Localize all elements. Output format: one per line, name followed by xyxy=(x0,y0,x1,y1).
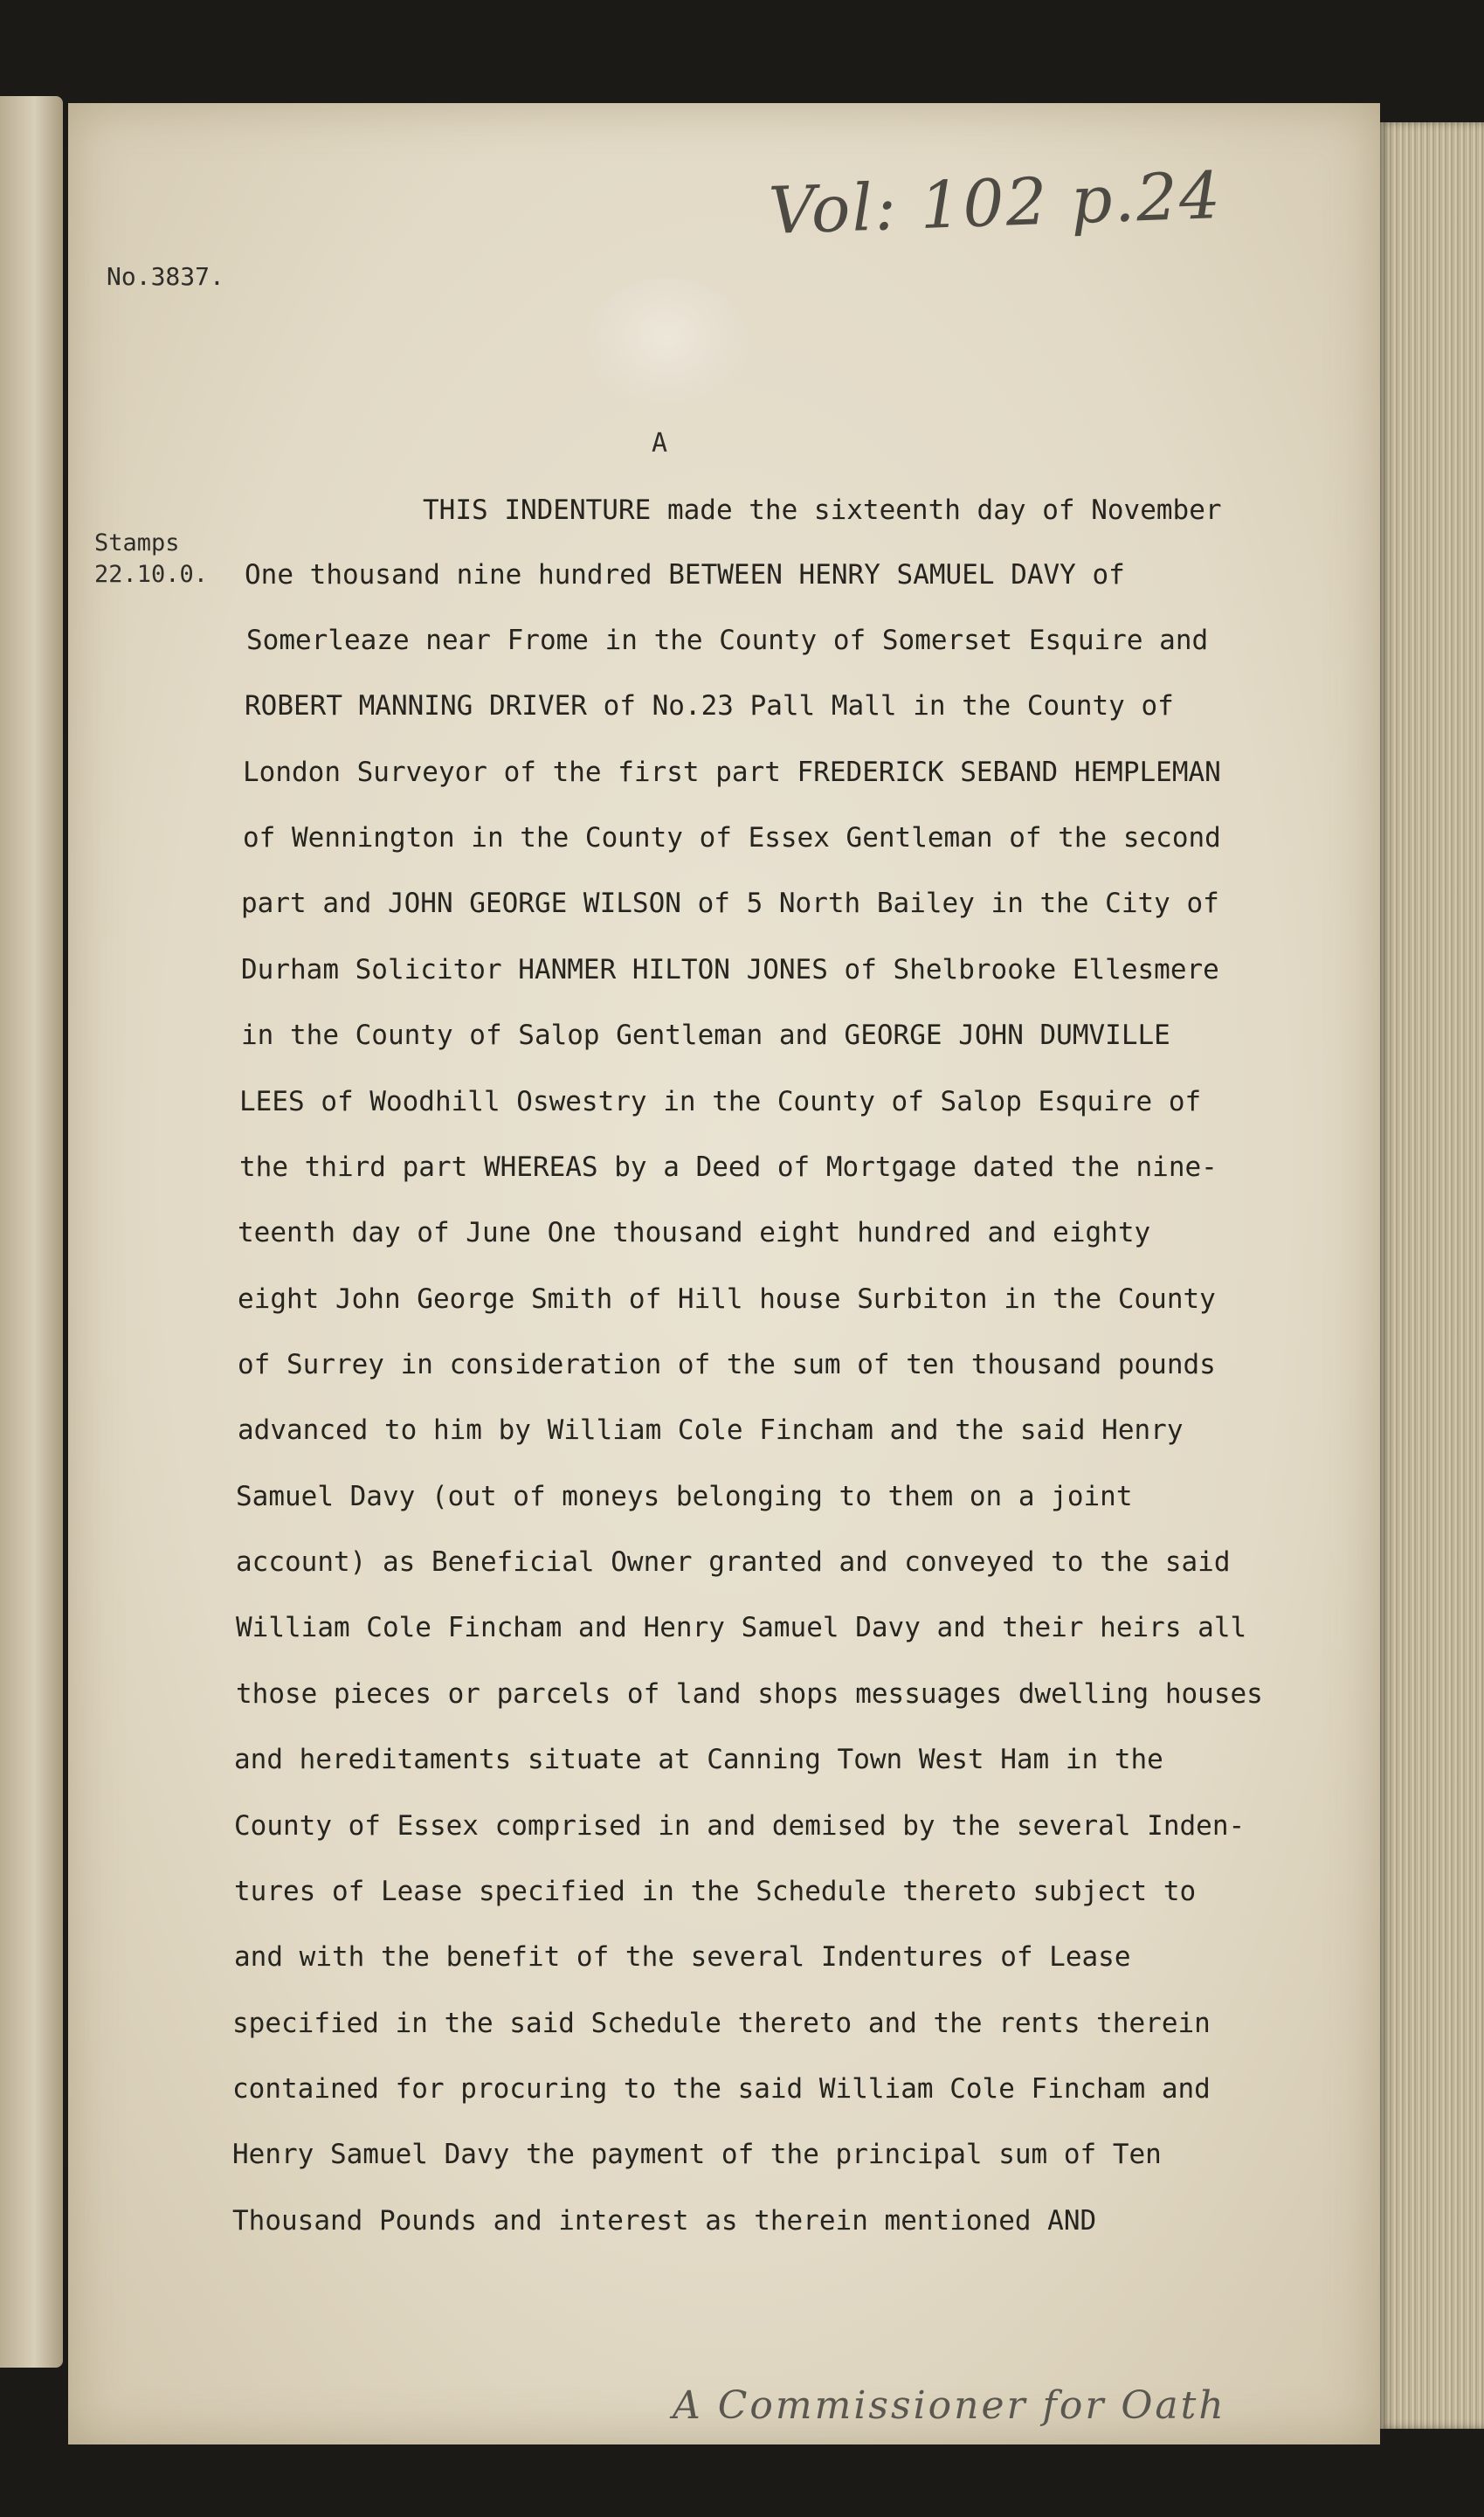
body-line: William Cole Fincham and Henry Samuel Davy and their heirs all xyxy=(236,1612,1247,1643)
stamps-margin-note xyxy=(94,528,208,591)
commissioner-signature: A Commissioner for Oath xyxy=(673,2383,1226,2428)
body-line: those pieces or parcels of land shops messuages dwelling houses xyxy=(236,1678,1263,1710)
body-line: account) as Beneficial Owner granted and conveyed to the said xyxy=(236,1546,1231,1578)
body-line: Thousand Pounds and interest as therein mentioned AND xyxy=(232,2205,1097,2237)
body-line: ROBERT MANNING DRIVER of No.23 Pall Mall in the County of xyxy=(245,690,1174,722)
body-line: part and JOHN GEORGE WILSON of 5 North Bailey in the City of xyxy=(241,888,1219,919)
book-page-edges xyxy=(1380,122,1484,2429)
body-line: and with the benefit of the several Indentures of Lease xyxy=(234,1941,1131,1973)
body-line: THIS INDENTURE made the sixteenth day of November xyxy=(423,494,1222,526)
stamps-label: Stamps xyxy=(94,529,180,557)
volume-annotation: Vol: 102 p.24 xyxy=(767,157,1224,250)
body-line: tures of Lease specified in the Schedule thereto subject to xyxy=(234,1876,1197,1907)
stamps-amount: 22.10.0. xyxy=(94,561,209,588)
body-line: of Surrey in consideration of the sum of ten thousand pounds xyxy=(238,1349,1216,1380)
embossed-seal-icon xyxy=(583,278,749,409)
body-line: Durham Solicitor HANMER HILTON JONES of Shelbrooke Ellesmere xyxy=(241,954,1219,985)
body-line: London Surveyor of the first part FREDERICK SEBAND HEMPLEMAN xyxy=(243,757,1221,788)
body-line: eight John George Smith of Hill house Surbiton in the County xyxy=(238,1283,1216,1315)
section-marker: A xyxy=(652,428,668,459)
body-line: in the County of Salop Gentleman and GEORGE JOHN DUMVILLE xyxy=(241,1020,1170,1051)
body-line: and hereditaments situate at Canning Town West Ham in the xyxy=(234,1744,1163,1775)
body-line: LEES of Woodhill Oswestry in the County of Salop Esquire of xyxy=(239,1086,1202,1117)
body-line: County of Essex comprised in and demised by the several Inden- xyxy=(234,1810,1246,1842)
facing-page-edge xyxy=(0,96,63,2368)
document-number: No.3837. xyxy=(107,262,224,291)
body-line: Henry Samuel Davy the payment of the principal sum of Ten xyxy=(232,2139,1162,2170)
body-line: teenth day of June One thousand eight hundred and eighty xyxy=(238,1217,1151,1248)
body-line: of Wennington in the County of Essex Gentleman of the second xyxy=(243,822,1221,854)
body-line: contained for procuring to the said William Cole Fincham and xyxy=(232,2073,1211,2105)
body-line: Samuel Davy (out of moneys belonging to them on a joint xyxy=(236,1481,1133,1512)
body-line: advanced to him by William Cole Fincham and the said Henry xyxy=(238,1414,1184,1446)
body-line: specified in the said Schedule thereto and the rents therein xyxy=(232,2008,1211,2039)
body-line: Somerleaze near Frome in the County of Somerset Esquire and xyxy=(246,625,1209,656)
body-line: the third part WHEREAS by a Deed of Mortgage dated the nine- xyxy=(239,1151,1218,1183)
body-line: One thousand nine hundred BETWEEN HENRY SAMUEL DAVY of xyxy=(245,559,1125,591)
